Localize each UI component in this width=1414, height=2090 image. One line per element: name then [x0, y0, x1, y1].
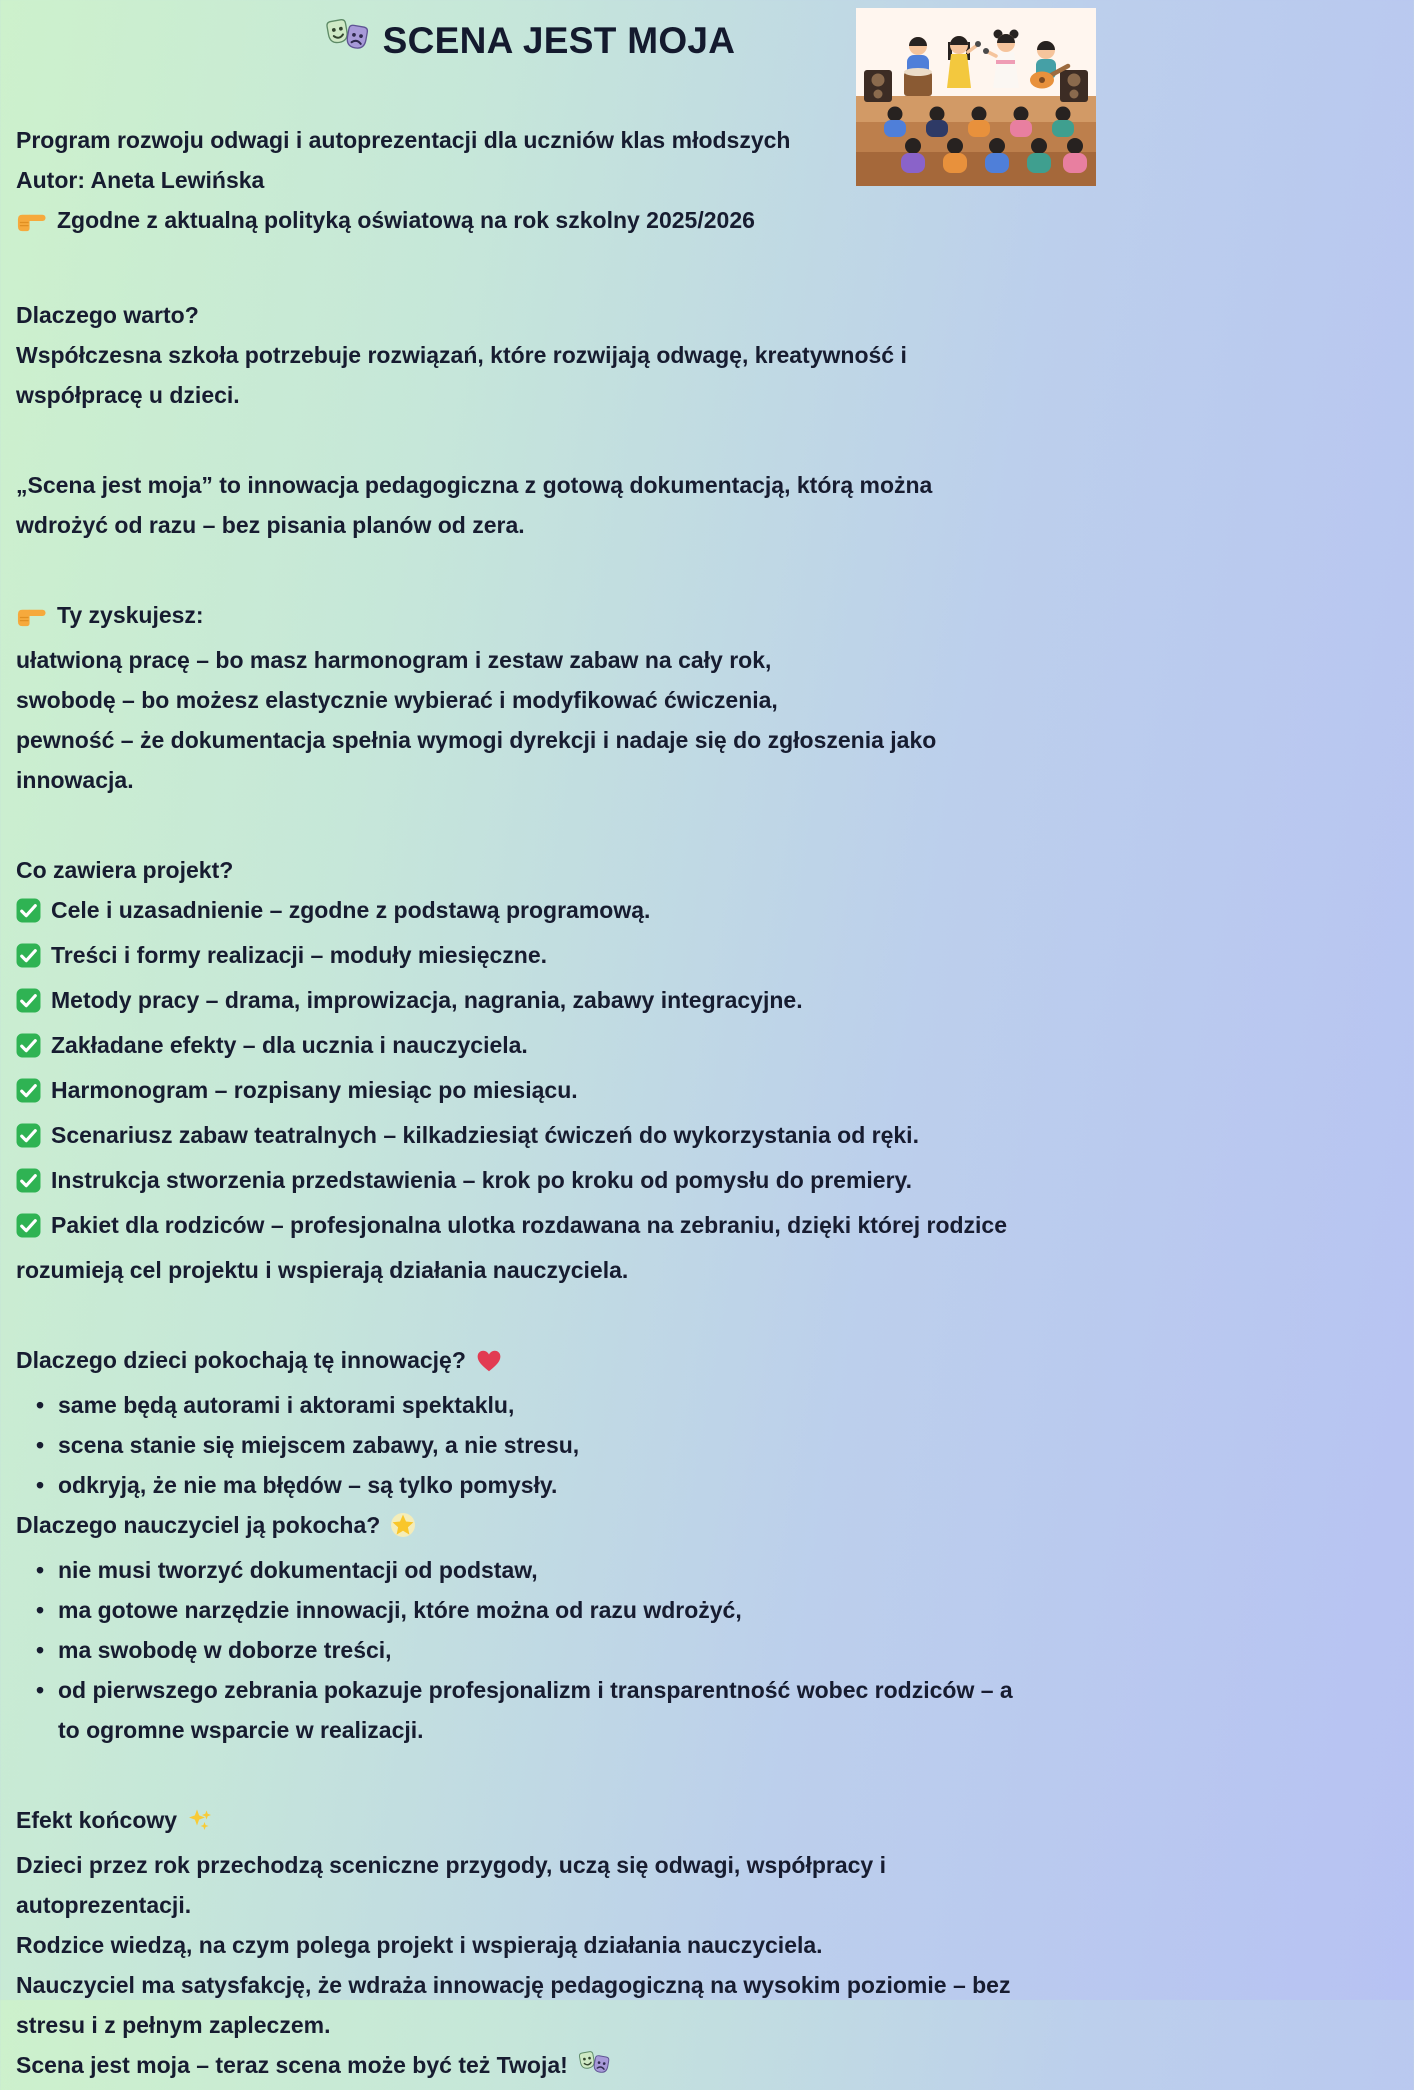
final-effect-heading — [16, 1800, 1026, 1845]
you-gain-item: ułatwioną pracę – bo masz harmonogram i zestaw zabaw na cały rok, — [16, 647, 772, 673]
final-effect-block — [16, 1800, 1026, 2090]
teacher-love-item: • ma swobodę w doborze treści, — [58, 1630, 1026, 1670]
project-item — [16, 935, 1026, 980]
check-icon — [16, 1165, 41, 1205]
final-cta-line — [16, 2045, 1026, 2090]
policy-line — [16, 200, 1026, 245]
project-item-text: Instrukcja stworzenia przedstawienia – krok po kroku od pomysłu do premiery. — [51, 1167, 913, 1193]
why-worth-heading: Dlaczego warto? — [16, 302, 199, 328]
final-cta-text: Scena jest moja – teraz scena może być też Twoja! — [16, 2052, 568, 2078]
policy-line-text: Zgodne z aktualną polityką oświatową na rok szkolny 2025/2026 — [57, 207, 755, 233]
project-heading: Co zawiera projekt? — [16, 857, 234, 883]
project-item-text: Cele i uzasadnienie – zgodne z podstawą programową. — [51, 897, 651, 923]
project-item-text: Harmonogram – rozpisany miesiąc po miesiącu. — [51, 1077, 578, 1103]
theater-masks-icon — [578, 2049, 610, 2090]
author-line: Autor: Aneta Lewińska — [16, 167, 265, 193]
heart-icon — [476, 1345, 502, 1385]
project-item-text: Zakładane efekty – dla ucznia i nauczyciela. — [51, 1032, 528, 1058]
innovation-block — [16, 465, 1026, 545]
project-item — [16, 980, 1026, 1025]
kids-love-item: • scena stanie się miejscem zabawy, a nie stresu, — [58, 1425, 1026, 1465]
kids-love-item: • odkryją, że nie ma błędów – są tylko pomysły. — [58, 1465, 1026, 1505]
final-effect-line: Nauczyciel ma satysfakcję, że wdraża innowację pedagogiczną na wysokim poziomie – bez stresu i z pełnym zapleczem. — [16, 1972, 1011, 2038]
check-icon — [16, 940, 41, 980]
kids-love-list — [16, 1385, 1026, 1505]
page-title-text: SCENA JEST MOJA — [382, 20, 736, 61]
innovation-text: „Scena jest moja” to innowacja pedagogiczna z gotową dokumentacją, którą można wdrożyć od razu – bez pisania planów od zera. — [16, 472, 933, 538]
project-item — [16, 890, 1026, 935]
you-gain-item: pewność – że dokumentacja spełnia wymogi dyrekcji i nadaje się do zgłoszenia jako innowacja. — [16, 727, 937, 793]
you-gain-block — [16, 595, 1026, 800]
project-contents-block — [16, 850, 1026, 1290]
teacher-love-item: • nie musi tworzyć dokumentacji od podstaw, — [58, 1550, 1026, 1590]
check-icon — [16, 1120, 41, 1160]
project-item-text: Pakiet dla rodziców – profesjonalna ulotka rozdawana na zebraniu, dzięki której rodzice rozumieją cel projektu i wspierają działania nauczyciela. — [16, 1212, 1008, 1283]
teacher-love-heading-text: Dlaczego nauczyciel ją pokocha? — [16, 1512, 381, 1538]
flyer-content — [16, 120, 1026, 2090]
project-item — [16, 1160, 1026, 1205]
why-worth-block — [16, 295, 1026, 415]
check-icon — [16, 1210, 41, 1250]
pointing-finger-icon — [16, 600, 47, 640]
teacher-love-list — [16, 1550, 1026, 1750]
you-gain-item: swobodę – bo możesz elastycznie wybierać i modyfikować ćwiczenia, — [16, 687, 778, 713]
kids-love-heading-text: Dlaczego dzieci pokochają tę innowację? — [16, 1347, 466, 1373]
final-effect-heading-text: Efekt końcowy — [16, 1807, 178, 1833]
final-effect-line: Dzieci przez rok przechodzą sceniczne przygody, uczą się odwagi, współpracy i autoprezentacji. — [16, 1852, 886, 1918]
check-icon — [16, 895, 41, 935]
sparkles-icon — [187, 1805, 213, 1845]
kids-love-item: • same będą autorami i aktorami spektaklu, — [58, 1385, 1026, 1425]
check-icon — [16, 985, 41, 1025]
check-icon — [16, 1075, 41, 1115]
project-item — [16, 1070, 1026, 1115]
final-effect-line: Rodzice wiedzą, na czym polega projekt i wspierają działania nauczyciela. — [16, 1932, 823, 1958]
project-item-text: Scenariusz zabaw teatralnych – kilkadziesiąt ćwiczeń do wykorzystania od ręki. — [51, 1122, 919, 1148]
project-item — [16, 1205, 1026, 1290]
project-item — [16, 1115, 1026, 1160]
project-item — [16, 1025, 1026, 1070]
program-description: Program rozwoju odwagi i autoprezentacji dla uczniów klas młodszych — [16, 127, 791, 153]
teacher-love-item: • od pierwszego zebrania pokazuje profesjonalizm i transparentność wobec rodziców – a to ogromne wsparcie w realizacji. — [58, 1670, 1026, 1750]
project-item-text: Metody pracy – drama, improwizacja, nagrania, zabawy integracyjne. — [51, 987, 803, 1013]
project-item-text: Treści i formy realizacji – moduły miesięczne. — [51, 942, 548, 968]
check-icon — [16, 1030, 41, 1070]
theater-masks-icon — [325, 16, 369, 66]
speaker-left — [864, 70, 892, 102]
you-gain-heading — [16, 595, 1026, 640]
love-block — [16, 1340, 1026, 1750]
kids-love-heading — [16, 1340, 1026, 1385]
speaker-right — [1060, 70, 1088, 102]
glowing-star-icon — [390, 1510, 416, 1550]
pointing-finger-icon — [16, 205, 47, 245]
you-gain-heading-text: Ty zyskujesz: — [57, 602, 204, 628]
teacher-love-heading — [16, 1505, 1026, 1550]
intro-block — [16, 120, 1026, 245]
teacher-love-item: • ma gotowe narzędzie innowacji, które można od razu wdrożyć, — [58, 1590, 1026, 1630]
why-worth-text: Współczesna szkoła potrzebuje rozwiązań, które rozwijają odwagę, kreatywność i współpracę u dzieci. — [16, 342, 907, 408]
